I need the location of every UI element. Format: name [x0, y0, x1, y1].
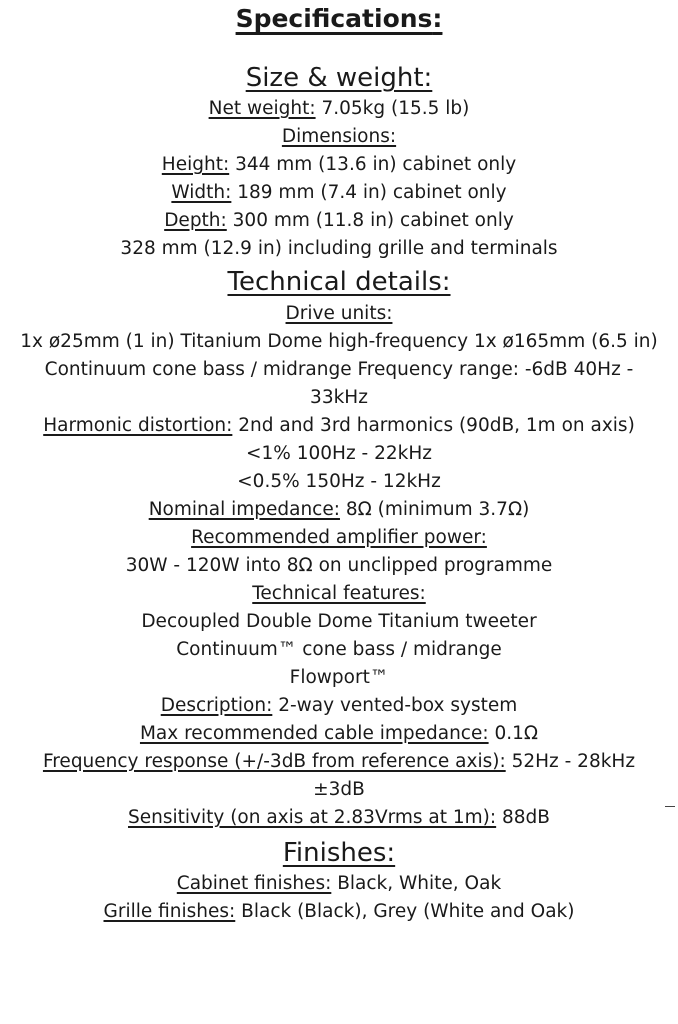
stray-dash-mark — [665, 806, 675, 807]
amplifier-power-label: Recommended amplifier power: — [191, 527, 487, 548]
page-title-text: Specifications — [235, 4, 433, 33]
depth-label: Depth: — [164, 210, 227, 231]
finishes-heading: Finishes: — [282, 838, 396, 868]
drive-units-label: Drive units: — [285, 303, 393, 324]
harmonic-line-3: <0.5% 150Hz - 12kHz — [237, 471, 441, 492]
cabinet-finishes-value: Black, White, Oak — [331, 873, 502, 894]
cable-impedance-label: Max recommended cable impedance: — [139, 723, 489, 744]
width-value: 189 mm (7.4 in) cabinet only — [231, 182, 507, 203]
description-label: Description: — [160, 695, 273, 716]
size-weight-heading: Size & weight: — [245, 63, 433, 93]
frequency-response-label: Frequency response (+/-3dB from reference axis): — [42, 751, 506, 772]
harmonic-distortion-label: Harmonic distortion: — [43, 415, 233, 436]
dimensions-row — [0, 123, 678, 151]
frequency-response-line-2: ±3dB — [313, 779, 365, 800]
depth-value: 300 mm (11.8 in) cabinet only — [226, 210, 514, 231]
depth-extra-row: 328 mm (12.9 in) including grille and terminals — [120, 238, 558, 259]
page-title-colon: : — [432, 4, 443, 33]
net-weight-value: 7.05kg (15.5 lb) — [315, 98, 470, 119]
technical-details-heading: Technical details: — [227, 267, 451, 297]
height-value: 344 mm (13.6 in) cabinet only — [229, 154, 517, 175]
sensitivity-label: Sensitivity (on axis at 2.83Vrms at 1m): — [128, 807, 497, 828]
dimensions-label: Dimensions: — [281, 126, 397, 147]
technical-features-row — [0, 580, 678, 608]
nominal-impedance-label: Nominal impedance: — [148, 499, 340, 520]
description-value: 2-way vented-box system — [272, 695, 518, 716]
harmonic-line-2: <1% 100Hz - 22kHz — [246, 443, 432, 464]
height-label: Height: — [161, 154, 230, 175]
drive-units-line-2: Continuum cone bass / midrange Frequency range: -6dB 40Hz - — [44, 359, 634, 380]
feature-item: Decoupled Double Dome Titanium tweeter — [141, 611, 537, 632]
cable-impedance-value: 0.1Ω — [488, 723, 539, 744]
feature-item: Flowport™ — [289, 667, 389, 688]
sensitivity-value: 88dB — [496, 807, 550, 828]
description-row — [0, 692, 678, 720]
width-row — [0, 179, 678, 207]
sensitivity-row — [0, 804, 678, 832]
frequency-response-value: 52Hz - 28kHz — [505, 751, 636, 772]
harmonic-distortion-value: 2nd and 3rd harmonics (90dB, 1m on axis) — [232, 415, 635, 436]
amplifier-power-row — [0, 524, 678, 552]
feature-item: Continuum™ cone bass / midrange — [176, 639, 502, 660]
nominal-impedance-value: 8Ω (minimum 3.7Ω) — [339, 499, 530, 520]
drive-units-line-3: 33kHz — [310, 387, 368, 408]
cable-impedance-row — [0, 720, 678, 748]
width-label: Width: — [171, 182, 232, 203]
harmonic-distortion-row — [0, 412, 678, 440]
depth-row — [0, 207, 678, 235]
net-weight-label: Net weight: — [208, 98, 316, 119]
grille-finishes-label: Grille finishes: — [103, 901, 236, 922]
drive-units-row — [0, 300, 678, 328]
height-row — [0, 151, 678, 179]
frequency-response-row — [0, 748, 678, 776]
nominal-impedance-row — [0, 496, 678, 524]
cabinet-finishes-row — [0, 870, 678, 898]
amplifier-power-value: 30W - 120W into 8Ω on unclipped programme — [125, 555, 553, 576]
technical-features-label: Technical features: — [252, 583, 426, 604]
grille-finishes-row — [0, 898, 678, 926]
net-weight-row — [0, 95, 678, 123]
page-title — [0, 0, 678, 38]
drive-units-line-1: 1x ø25mm (1 in) Titanium Dome high-frequency 1x ø165mm (6.5 in) — [20, 331, 658, 352]
cabinet-finishes-label: Cabinet finishes: — [176, 873, 332, 894]
grille-finishes-value: Black (Black), Grey (White and Oak) — [235, 901, 575, 922]
